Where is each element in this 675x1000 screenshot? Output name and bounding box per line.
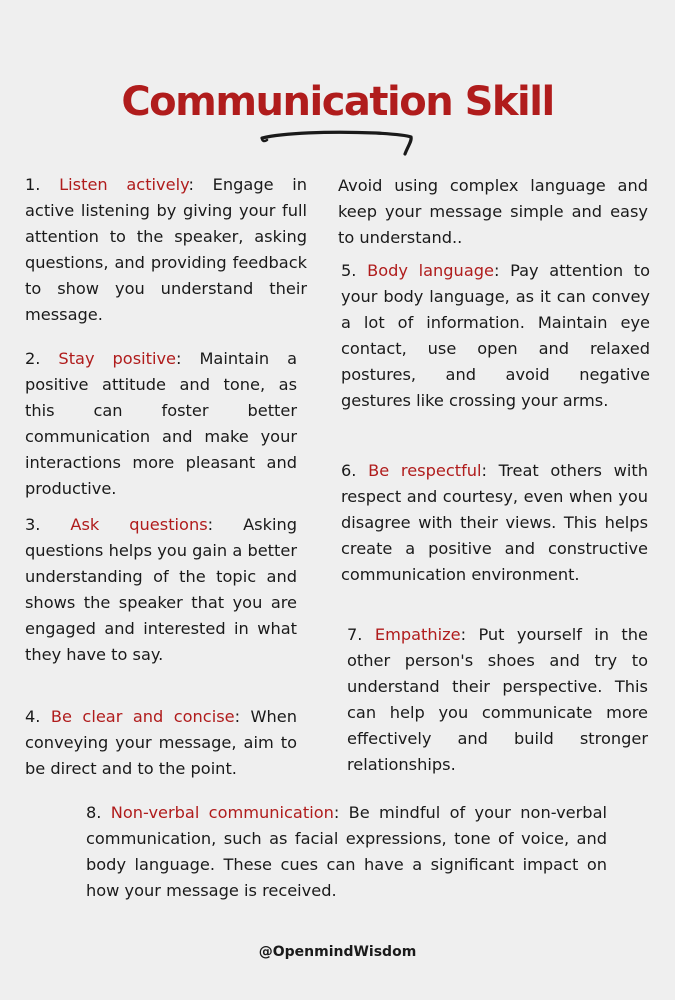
tip-body: Avoid using complex language and keep your message simple and easy to understand.. [338,176,648,247]
tip-number: 2. [25,349,59,368]
tip-body: : Asking questions helps you gain a better understanding of the topic and shows the speaker that you are engaged and interested in what they have to say. [25,515,297,664]
tip-body: : Pay attention to your body language, as it can convey a lot of information. Maintain eye contact, use open and relaxed postures, and avoid negative gestures like crossing your arms. [341,261,651,410]
tip-2 [25,346,297,502]
tip-1 [25,172,307,328]
tip-body: : Be mindful of your non-verbal communication, such as facial expressions, tone of voice, and body language. These cues can have a significant impact on how your message is received. [86,803,607,900]
tip-number: 4. [25,707,51,726]
tip-8 [86,800,607,904]
tip-number: 1. [25,175,60,194]
tip-heading: Body language [367,261,494,280]
tip-6 [341,458,648,588]
tip-number: 6. [341,461,369,480]
tip-4 [25,704,297,782]
swoosh-underline-icon [258,124,418,158]
tip-body: : Maintain a positive attitude and tone, as this can foster better communication and make your interactions more pleasant and productive. [25,349,297,498]
author-handle: @OpenmindWisdom [258,944,417,960]
tip-5 [341,258,650,414]
tip-body: : Treat others with respect and courtesy, even when you disagree with their views. This helps create a positive and constructive communication environment. [341,461,648,584]
tip-heading: Be clear and concise [50,707,235,726]
tip-body: : Engage in active listening by giving your full attention to the speaker, asking questions, and providing feedback to show you understand their message. [25,175,308,324]
tip-heading: Ask questions [70,515,208,534]
tip-body: : Put yourself in the other person's shoes and try to understand their perspective. This can help you communicate more effectively and build stronger relationships. [347,625,649,774]
tip-number: 3. [25,515,71,534]
tip-heading: Be respectful [368,461,482,480]
tip-body: : When conveying your message, aim to be direct and to the point. [25,707,297,778]
tip-number: 5. [341,261,368,280]
tip-heading: Non-verbal communication [110,803,334,822]
tip-number: 8. [86,803,111,822]
tip-4-continuation [338,173,648,251]
tip-heading: Empathize [374,625,461,644]
tip-heading: Stay positive [58,349,177,368]
tip-number: 7. [347,625,375,644]
tip-heading: Listen actively [59,175,189,194]
tip-3 [25,512,297,668]
page-title: Communication Skill [121,79,554,125]
tip-7 [347,622,648,778]
